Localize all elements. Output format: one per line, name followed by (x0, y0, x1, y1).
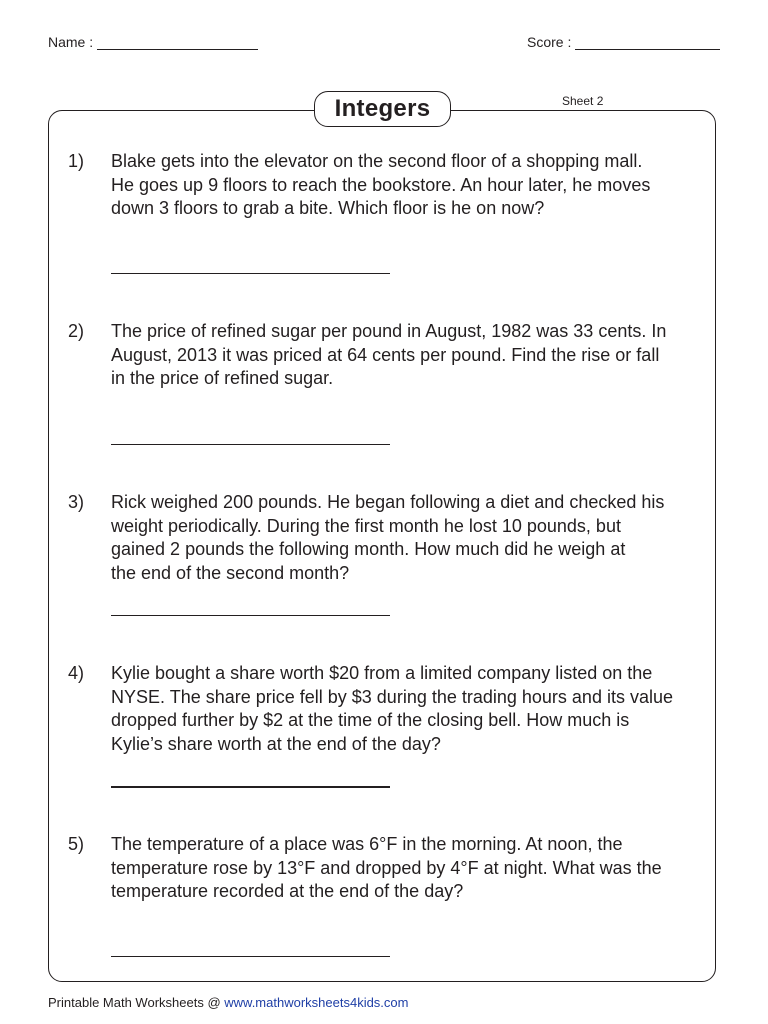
answer-line[interactable] (111, 444, 390, 445)
worksheet-title: Integers (314, 91, 451, 127)
sheet-label: Sheet 2 (562, 94, 604, 108)
footer (48, 995, 408, 1010)
name-field[interactable] (48, 34, 258, 50)
question-text: Rick weighed 200 pounds. He began following a diet and checked his weight periodically. During the first month he lost 10 pounds, but gained 2 pounds the following month. How much did he weigh at the end of the second month? (111, 492, 665, 583)
answer-line[interactable] (111, 786, 390, 788)
question-text: Kylie bought a share worth $20 from a limited company listed on the NYSE. The share price fell by $3 during the trading hours and its value dropped further by $2 at the time of the closing bell. How much is Kylie’s share worth at the end of the day? (111, 663, 673, 754)
name-blank[interactable] (97, 35, 258, 50)
question-text: Blake gets into the elevator on the second floor of a shopping mall. He goes up 9 floors to reach the bookstore. An hour later, he moves down 3 floors to grab a bite. Which floor is he on now? (111, 151, 651, 218)
score-blank[interactable] (575, 35, 720, 50)
answer-line[interactable] (111, 956, 390, 957)
question-number: 2) (68, 321, 85, 341)
score-label: Score : (527, 34, 572, 50)
question-number: 1) (68, 151, 85, 171)
question-number: 3) (68, 492, 85, 512)
question-text: The price of refined sugar per pound in August, 1982 was 33 cents. In August, 2013 it was priced at 64 cents per pound. Find the rise or fall in the price of refined sugar. (111, 321, 667, 388)
answer-line[interactable] (111, 273, 390, 274)
question-text: The temperature of a place was 6°F in the morning. At noon, the temperature rose by 13°F and dropped by 4°F at night. What was the temperature recorded at the end of the day? (111, 834, 662, 901)
question-number: 5) (68, 834, 85, 854)
footer-link[interactable]: www.mathworksheets4kids.com (224, 995, 409, 1010)
question-number: 4) (68, 663, 85, 683)
score-field[interactable] (527, 34, 720, 50)
name-label: Name : (48, 34, 94, 50)
footer-prefix: Printable Math Worksheets @ (48, 995, 225, 1010)
answer-line[interactable] (111, 615, 390, 616)
